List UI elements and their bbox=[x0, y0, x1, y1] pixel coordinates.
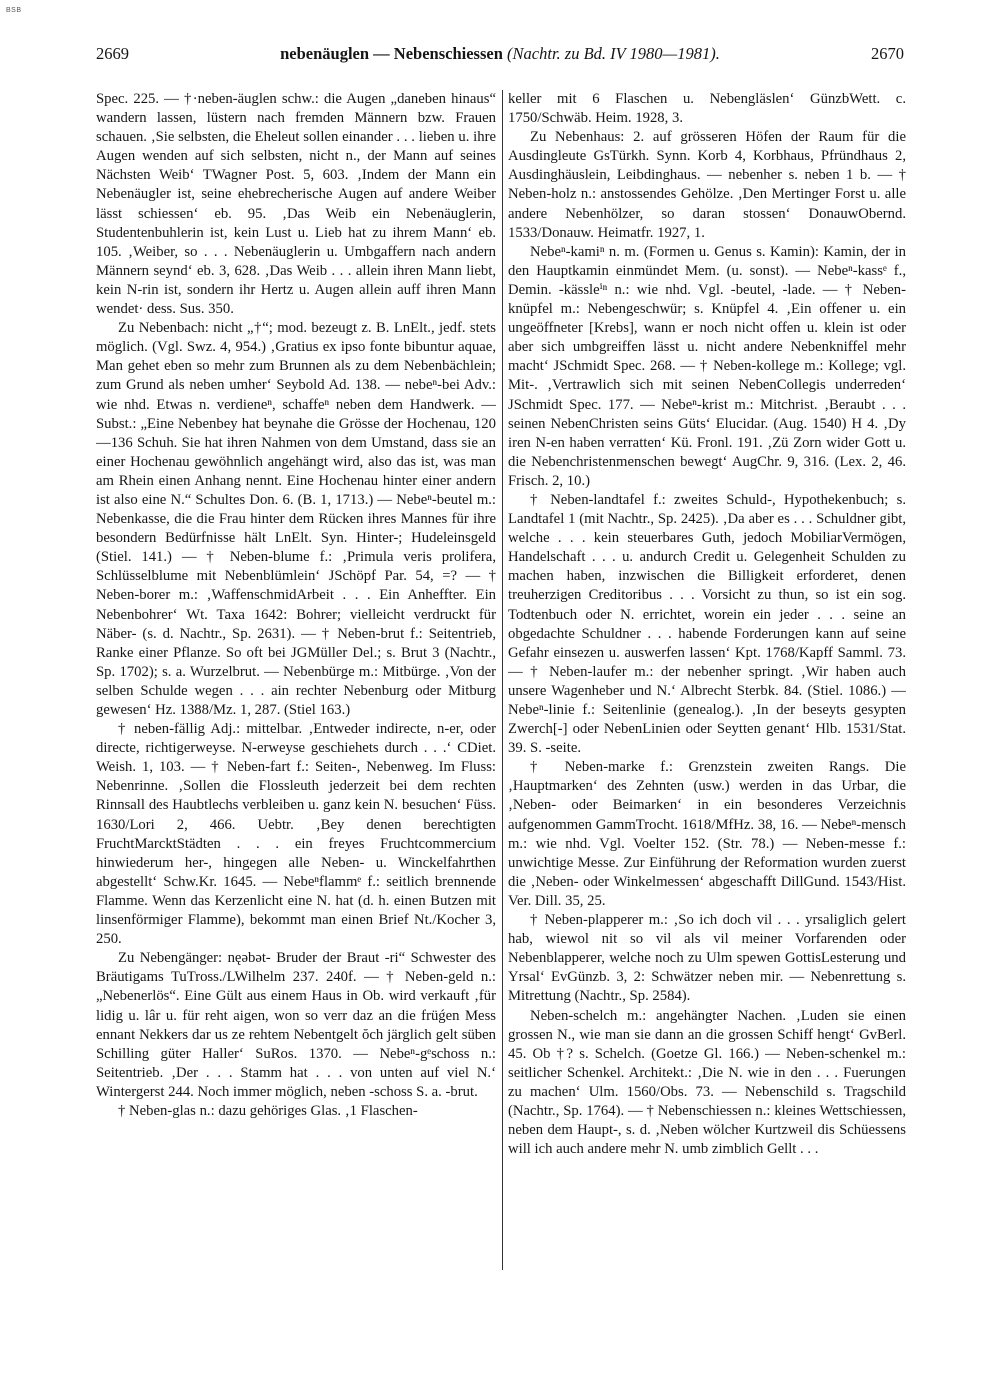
entry-paragraph: † Neben-plapperer m.: ‚So ich doch vil . . . yrsaliglich gelert hab, wiewol nit so vil als vil meiner Vorfarenden oder Nebenblapperer, welche noch zu Ulm spewen GottisLesterung und Yrsal‘ EvGünzb. 3, 2: Schwätzer neben mir. — Nebenrettung s. Mitrettung (Nachtr., Sp. 2584). bbox=[508, 912, 906, 1005]
right-column bbox=[508, 90, 906, 1159]
entry-paragraph: keller mit 6 Flaschen u. Nebengläslen‘ GünzbWett. c. 1750/Schwäb. Heim. 1928, 3. bbox=[508, 91, 906, 127]
entry-paragraph: † Neben-marke f.: Grenzstein zweiten Rangs. Die ‚Hauptmarken‘ des Zehnten (usw.) werden in das Urbar, die ‚Neben- oder Beimarken‘ in ein besonderes Verzeichnis aufgenommen GammTrocht. 1618/MfHz. 38, 16. — Nebeⁿ-mensch m.: wie nhd. Vgl. Voelter 152. (Str. 78.) — Neben-messe f.: unwichtige Messe. Zur Einführung der Reformation wurden zuerst die ‚Neben- oder Winkelmessen‘ abgeschafft DillGund. 1543/Hist. Ver. Dill. 35, 25. bbox=[508, 759, 906, 909]
entry-paragraph: Zu Nebenbach: nicht „†“; mod. bezeugt z. B. LnElt., jedf. stets möglich. (Vgl. Swz. 4, 954.) ‚Gratius ex ipso fonte bibuntur aquae, Man gehet eben so mehr zum Brunnen als zu dem Nebenbächlein; zum Grund als neben umher‘ Seybold Ad. 138. — nebeⁿ-bei Adv.: wie nhd. Etwas n. verdieneⁿ, schaffeⁿ neben dem Handwerk. — Subst.: „Eine Nebenbey hat beynahe die Grösse der Hochenau, 120—136 Schuh. Sie hat ihren Nahmen von dem Umstand, dass sie an einer Hochenau gewöhnlich angehängt wird, also das ist, was man am Rhein einen Anhang nennt. Eine Hochenau hinter einer andern ist also eine N.“ Schultes Don. 6. (B. 1, 1713.) — Nebeⁿ-beutel m.: Nebenkasse, die die Frau hinter dem Rücken ihres Mannes für ihre besondern Bedürfnisse hält LnElt. Syn. Hinter-; Hudeleinsgeld (Stiel. 141.) — † Neben-blume f.: ‚Primula veris prolifera, Schlüsselblume mit Nebenblümlein‘ JSchöpf Par. 54, =? — † Neben-borer m.: ‚WaffenschmidArbeit . . . Ein Anhеffter. Ein Nebenbohrer‘ Wt. Taxa 1642: Bohrer; vielleicht verdruckt für Näber- (s. d. Nachtr., Sp. 2631). — † Neben-brut f.: Seitentrieb, Ranke einer Pflanze. So oft bei JGMüller Del.; s. Brut 3 (Nachtr., Sp. 1702); s. a. Wurzelbrut. — Nebenbürge m.: Mitbürge. ‚Von der selben Schulde wegen . . . ain rechter Nebenburg oder Mitburg gewesen‘ Hz. 1388/Mz. 1, 287. (Stiel 163.) bbox=[96, 320, 496, 718]
entry-paragraph: Nebeⁿ-kamiⁿ n. m. (Formen u. Genus s. Kamin): Kamin, der in den Hauptkamin einmündet Mem. (u. sonst). — Nebeⁿ-kassᵉ f., Demin. -kässleⁱⁿ n.: wie nhd. Vgl. -beutel, -lade. — † Neben-knüpfel m.: Nebengeschwür; s. Knüpfel 4. ‚Ein offener u. ein ungeöffneter [Krebs], wann er noch nicht offen u. klein ist oder aber sich umbgreiffen lässt u. nicht andere Nebenkniffel mehr macht‘ JSchmidt Spec. 268. — † Neben-kollege m.: Kollege; vgl. Mit-. ‚Vertrawlich sich mit seinen NebenCollegis underreden‘ JSchmidt Spec. 177. — Nebeⁿ-krist m.: Mitchrist. ‚Beraubt . . . seinen NebenChristen seins Güts‘ Elucidar. (Aug. 1540) H 4. ‚Dy iren N-en haben verratten‘ Kü. Fronl. 191. ‚Zü Zorn wider Gott u. die Nebenchristenmenschen bewegt‘ AugChr. 9, 316. (Lex. 2, 46. Frisch. 2, 10.) bbox=[508, 243, 906, 489]
left-column bbox=[96, 90, 496, 1121]
entry-paragraph: † neben-fällig Adj.: mittelbar. ‚Entweder indirecte, n-er, oder directe, richtigerweyse. N-erweyse geschiehets durch . . .‘ CDiet. Weish. 1, 103. — † Neben-fart f.: Seiten-, Nebenweg. Im Fluss: Nebenrinne. ‚Sollen die Flossleuth jederzeit bei dem rechten Rinnsall des Haubtlechs verbleiben u. ganz kein N. besuchen‘ Füss. 1630/Lori 2, 466. Uebtr. ‚Bey denen berechtigten FruchtMarcktStädten . . . ein freyes Fruchtcommercium hinwiederum her-, hingegen alle Neben- u. Winckelfahrthen abgestellt‘ Schw.Kr. 1645. — Nebeⁿflammᵉ f.: seitlich brennende Flamme. Wenn das Kerzenlicht eine N. hat (d. h. einen Butzen mit linsenförmiger Flamme), bekommt man einen Brief Nt./Kocher 3, 250. bbox=[96, 721, 496, 948]
page-header bbox=[96, 44, 904, 66]
entry-paragraph: Zu Nebenhaus: 2. auf grösseren Höfen der Raum für die Ausdingleute GsTürkh. Synn. Korb 4, Korbhaus, Pfründhaus 2, Ausdinghäuslein, Leibdinghaus. — nebenher s. neben 1 b. — † Neben-holz n.: anstossendes Gehölze. ‚Den Mertinger Forst u. alle andere Nebenhölzer, so daran stossen‘ DonauwObernd. 1533/Donauw. Heimatfr. 1927, 1. bbox=[508, 129, 906, 241]
column-divider bbox=[502, 90, 503, 1270]
entry-paragraph: Zu Nebengänger: nęəbət- Bruder der Braut -ri“ Schwester des Bräutigams TuTross./LWilhelm 237. 240f. — † Neben-geld n.: „Nebenerlös“. Eine Gült aus einem Haus in Ob. wird verkauft ‚für lidig u. lâr u. für reht aigen, won so verr daz an die früǵen Mess ennant Nekkers dar us ze rehtem Nebentgelt ŏch järglich gelt süben Schilling güter Haller‘ SuRos. 1370. — Nebeⁿ-gᵉschoss n.: Seitentrieb. ‚Der . . . Stamm hat . . . von unten auf viel N.‘ Wintergerst 244. Noch immer möglich, neben -schoss S. a. -brut. bbox=[96, 950, 496, 1100]
entry-paragraph: † Neben-glas n.: dazu gehöriges Glas. ‚1 Flaschen- bbox=[118, 1102, 418, 1119]
entry-paragraph: Spec. 225. — †·neben-äuglen schw.: die Augen „daneben hinaus“ wandern lassen, lüstern nach fremden Männern bzw. Frauen schauen. ‚Sie selbsten, die Eheleut sollen einander . . . lieben u. ihre Augen wenden auf sich selbsten, nicht n., der Mann auf seines Nächsten Weib‘ TWagner Post. 5, 603. ‚Indem der Mann ein Nebenäugler ist, seine ehebrecherische Augen auf andere Weiber lässt schiessen‘ eb. 95. ‚Das Weib ein Nebenäuglerin, Studentenbuhlerin ist, kein Lust u. Lieb hat zu ihrem Mann‘ eb. 105. ‚Weiber, so . . . Nebenäuglerin u. Umbgaffern nach andern Männern seynd‘ eb. 3, 628. ‚Das Weib . . . allein ihren Mann liebt, kein N-rin ist, sondern ihr Hertz u. Augen allein auff ihren Mann wendet· dess. Sus. 350. bbox=[96, 91, 496, 318]
running-title bbox=[96, 44, 904, 64]
entry-paragraph: Neben-schelch m.: angehängter Nachen. ‚Luden sie einen grossen N., wie man sie dann an die grossen Schiff hengt‘ GvBerl. 45. Ob †? s. Schelch. (Goetze Gl. 166.) — Neben-schenkel m.: seitlicher Schenkel. Architekt.: ‚Die N. wie in den . . . Fuerungen zu machen‘ Ulm. 1560/Obs. 73. — Nebenschild s. Tragschild (Nachtr., Sp. 1764). — † Nebenschiessen n.: kleines Wettschiessen, neben dem Haupt-, s. d. ‚Neben wölcher Kurtzweil dis Schüessens will ich auch andere mehr N. umb zimblich Gellt . . . bbox=[508, 1007, 906, 1158]
page-number-left: 2669 bbox=[96, 44, 129, 63]
running-title-main: nebenäuglen — Nebenschiessen bbox=[280, 44, 503, 63]
page-number-right: 2670 bbox=[871, 44, 904, 63]
running-title-supplement: (Nachtr. zu Bd. IV 1980—1981). bbox=[507, 44, 720, 63]
entry-paragraph: † Neben-landtafel f.: zweites Schuld-, Hypothekenbuch; s. Landtafel 1 (mit Nachtr., Sp. 2425). ‚Da aber es . . . Schuldner gibt, welche . . . kein steuerbares Guth, jedoch MobiliarVermögen, Handelschaft . . . u. andurch Credit u. Gelegenheit Schulden zu machen haben, inzwischen die Billigkeit erforderet, denen treuherzigen Creditoribus . . . Vorsicht zu thun, so ist ein sog. Todtenbuch oder N. errichtet, worein ein jeder . . . seine an obgedachte Schuldner . . . habende Forderungen kann auf seine Gefahr einsezen u. auswerfen lassen‘ Kpt. 1768/Kapff Samml. 73. — † Neben-laufer m.: der nebenher springt. ‚Wir haben auch unsere Wagenheber und N.‘ Albrecht Sterbk. 84. (Stiel. 1086.) — Nebeⁿ-linie f.: Seitenlinie (genealog.). ‚In der beseyts gesypten Zwerch[-] oder NebenLinien oder Seytten genant‘ Hlb. 1531/Stat. 39. S. -seite. bbox=[508, 491, 906, 757]
library-stamp: BSB bbox=[6, 7, 22, 14]
